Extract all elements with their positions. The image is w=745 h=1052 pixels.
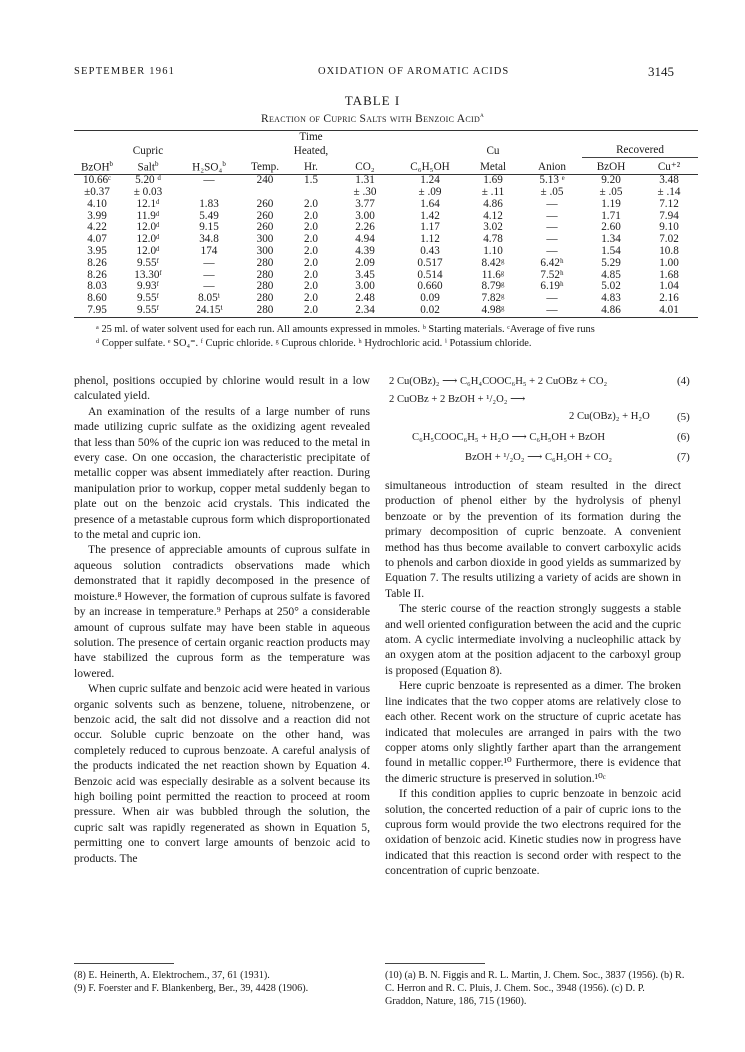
table-cell: — bbox=[546, 221, 558, 234]
footnote-rule bbox=[385, 963, 485, 964]
table-cell: 7.95 bbox=[74, 305, 120, 317]
table-cell: 280 bbox=[256, 292, 274, 305]
table-cell: 5.49 bbox=[199, 209, 219, 222]
table-cell: ± .05 bbox=[540, 186, 564, 199]
left-column bbox=[74, 373, 370, 866]
table-cell: 4.22 bbox=[87, 221, 107, 234]
table-cell: 2.0 bbox=[304, 268, 318, 281]
data-table bbox=[74, 130, 698, 318]
table-cell: 0.09 bbox=[420, 292, 440, 305]
table-cell: 2.0 bbox=[304, 292, 318, 305]
table-cell: 3.02 bbox=[483, 221, 503, 234]
table-cell: 7.82ᵍ bbox=[481, 292, 505, 305]
table-cell: 1.54 bbox=[601, 245, 621, 258]
table-cell: 9.20 bbox=[601, 174, 621, 187]
table-cell: — bbox=[546, 245, 558, 258]
table-cell: 9.93ᶠ bbox=[137, 280, 159, 293]
table-header bbox=[74, 131, 698, 175]
table-cell: 2.0 bbox=[304, 233, 318, 246]
table-cell: 4.10 bbox=[87, 197, 107, 210]
equation-number: (4) bbox=[677, 375, 690, 387]
header-cupric: Cupric bbox=[132, 144, 164, 157]
table-cell: 12.0ᵈ bbox=[136, 245, 160, 258]
paragraph: An examination of the results of a large number of runs made utilizing cupric sulfate as the oxidizing agent revealed that less than 50% of the cupric ion was reduced to the metal in every case. On one occasion, the characteristic precipitate of metallic copper was absent immediately after reaction. During manipulation prior to workup, copper metal suddenly began to plate out on the benzoic acid crystals. This indicated the presence of a metastable cuprous form which disproportionated to the metal and cupric ion. bbox=[74, 404, 370, 542]
running-header-date: SEPTEMBER 1961 bbox=[74, 66, 176, 77]
table-cell: 4.78 bbox=[483, 233, 503, 246]
header-col: Cu⁺² bbox=[640, 158, 698, 175]
equation-6: C₆H₅COOC₆H₅ + H₂O ⟶ C₆H₅OH + BzOH bbox=[412, 432, 606, 443]
table-row bbox=[74, 305, 698, 317]
table-cell: 8.03 bbox=[87, 280, 107, 293]
table-cell: 1.69 bbox=[483, 174, 503, 187]
table-cell: 1.19 bbox=[601, 197, 621, 210]
table-cell: 240 bbox=[256, 174, 274, 187]
table-cell: ± .14 bbox=[657, 186, 681, 199]
header-time: Time bbox=[288, 131, 334, 145]
table-cell: — bbox=[546, 209, 558, 222]
footnote: (9) F. Foerster and F. Blankenberg, Ber., 39, 4428 (1906). bbox=[74, 983, 309, 994]
table-cell: 3.48 bbox=[659, 174, 679, 187]
table-cell: 3.99 bbox=[87, 209, 107, 222]
table-cell: 8.42ᵍ bbox=[481, 256, 505, 269]
table-cell: 280 bbox=[256, 280, 274, 293]
table-cell: — bbox=[522, 305, 582, 317]
table-cell: 2.26 bbox=[355, 221, 375, 234]
header-col: Anion bbox=[522, 158, 582, 175]
table-cell: 9.55ᶠ bbox=[120, 305, 176, 317]
equation-5-line2: 2 Cu(OBz)₂ + H₂O bbox=[569, 411, 650, 422]
table-cell: 2.34 bbox=[334, 305, 396, 317]
table-cell: 1.34 bbox=[601, 233, 621, 246]
table-caption-mark: a bbox=[480, 111, 484, 119]
table-row bbox=[74, 199, 698, 211]
table-cell: ± .30 bbox=[353, 186, 377, 199]
table-cell: 1.68 bbox=[659, 268, 679, 281]
header-heated: Heated, bbox=[293, 144, 329, 157]
table-cell: 2.09 bbox=[355, 256, 375, 269]
table-cell: 5.20 ᵈ bbox=[135, 174, 161, 187]
table-cell: 1.71 bbox=[601, 209, 621, 222]
table-cell: 0.514 bbox=[417, 268, 443, 281]
table-cell: 1.31 bbox=[355, 174, 375, 187]
table-cell: 9.10 bbox=[659, 221, 679, 234]
table-cell: 3.00 bbox=[355, 209, 375, 222]
table-cell: 12.0ᵈ bbox=[136, 233, 160, 246]
table-cell: 7.02 bbox=[659, 233, 679, 246]
header-col: Salt$^b$ bbox=[120, 158, 176, 175]
header-col: H₂SO₄$^b$ bbox=[176, 158, 242, 175]
paragraph: The steric course of the reaction strongly suggests a stable and well oriented configuration between the acid and the cupric atom. A cyclic intermediate involving a nucleophilic attack by an oxygen atom at the position adjacent to the carboxyl group is proposed (Equation 8). bbox=[385, 602, 681, 677]
table-cell: 2.0 bbox=[304, 209, 318, 222]
table-cell: 4.86 bbox=[582, 305, 640, 317]
equation-number: (6) bbox=[677, 431, 690, 443]
table-cell: — bbox=[203, 174, 215, 187]
table-cell: 7.94 bbox=[659, 209, 679, 222]
footnotes-right bbox=[385, 969, 685, 1008]
paragraph: When cupric sulfate and benzoic acid were heated in various organic solvents such as benzene, toluene, nitrobenzene, or benzoic acid, the salt did not dissolve and a reaction did not occur. Soluble cupric benzoate on the other hand, was completely reduced to cuprous benzoate. A careful analysis of the products indicated the net reaction shown by Equation 4. Benzoic acid was especially desirable as a solvent because its high boiling point permitted the reaction to proceed at room pressure. When air was bubbled through the solution, the cupric salt was rapidly regenerated as shown in Equation 5, permitting one to convert large amounts of benzoic acid to products. The bbox=[74, 682, 370, 865]
table-cell: 10.8 bbox=[659, 245, 679, 258]
table-cell: — bbox=[546, 197, 558, 210]
paragraph: simultaneous introduction of steam resulted in the direct production of phenol either by the hydrolysis of phenyl benzoate or by the prevention of its formation during the primary decomposition of cupric benzoate. A convenient method has thus become available to convert carboxylic acids to phenols and carbon dioxide in good yields as summarized by Equation 7. The results utilizing a variety of acids are shown in Table II. bbox=[385, 479, 681, 600]
table-cell: 2.0 bbox=[304, 197, 318, 210]
table-cell: 300 bbox=[256, 245, 274, 258]
table-cell: 9.55ᶠ bbox=[137, 256, 159, 269]
table-cell: 5.13 ᵉ bbox=[539, 174, 565, 187]
header-col: Metal bbox=[464, 158, 522, 175]
table-cell: 260 bbox=[256, 197, 274, 210]
paragraph: If this condition applies to cupric benzoate in benzoic acid solution, the concerted reduction of a pair of cupric ions to the cuprous form would provide the two electrons required for the oxidation of benzoic acid. Kinetic studies now in progress have indicated that this reaction is second order with respect to the concentration of cupric benzoate. bbox=[385, 787, 681, 878]
table-cell: 10.66ᶜ bbox=[82, 174, 112, 187]
table-cell: 1.04 bbox=[659, 280, 679, 293]
table-cell: 4.98ᵍ bbox=[464, 305, 522, 317]
table-cell: 1.00 bbox=[659, 256, 679, 269]
table-cell: 9.55ᶠ bbox=[137, 292, 159, 305]
table-cell: — bbox=[546, 233, 558, 246]
table-cell: 34.8 bbox=[199, 233, 219, 246]
header-col: Temp. bbox=[242, 158, 288, 175]
table-cell: 1.10 bbox=[483, 245, 503, 258]
table-caption bbox=[0, 111, 745, 125]
table-cell: 1.64 bbox=[420, 197, 440, 210]
table-cell: 2.0 bbox=[304, 221, 318, 234]
equation-7: BzOH + ¹/₂O₂ ⟶ C₆H₅OH + CO₂ bbox=[465, 452, 613, 463]
table-cell: 1.42 bbox=[420, 209, 440, 222]
footnotes-left bbox=[74, 969, 374, 995]
table-cell: 1.12 bbox=[420, 233, 440, 246]
table-cell: 6.42ʰ bbox=[540, 256, 564, 269]
table-cell: 4.01 bbox=[640, 305, 698, 317]
table-cell: 6.19ʰ bbox=[540, 280, 564, 293]
table-cell: 12.1ᵈ bbox=[136, 197, 160, 210]
equation-4: 2 Cu(OBz)₂ ⟶ C₆H₄COOC₆H₅ + 2 CuOBz + CO₂ bbox=[389, 376, 608, 387]
table-row bbox=[74, 258, 698, 270]
header-col: BzOH bbox=[582, 158, 640, 175]
table-cell: 4.85 bbox=[601, 268, 621, 281]
table-cell: — bbox=[203, 256, 215, 269]
equation-5-line1: 2 CuOBz + 2 BzOH + ¹/₂O₂ ⟶ bbox=[389, 394, 526, 405]
header-recovered: Recovered bbox=[582, 144, 698, 158]
table-cell: 8.60 bbox=[87, 292, 107, 305]
table-footnote-line: ᵈ Copper sulfate. ᵉ SO₄⁼. ᶠ Cupric chloride. ᵍ Cuprous chloride. ʰ Hydrochloric acid. ⁱ Potassium chloride. bbox=[96, 338, 532, 349]
table-cell: 2.16 bbox=[659, 292, 679, 305]
table-body bbox=[74, 175, 698, 318]
table-cell: 13.30ᶠ bbox=[134, 268, 162, 281]
table-cell: 0.660 bbox=[417, 280, 443, 293]
paragraph: phenol, positions occupied by chlorine would result in a low calculated yield. bbox=[74, 374, 370, 403]
table-cell: 5.02 bbox=[601, 280, 621, 293]
header-columns-row bbox=[74, 158, 698, 175]
table-cell: 0.43 bbox=[420, 245, 440, 258]
paragraph: Here cupric benzoate is represented as a dimer. The broken line indicates that the two copper atoms are relatively close to each other. Recent work on the structure of cupric acetate has indicated that molecules are arranged in pairs with the two copper atoms only slightly farther apart than the arrangement found in metallic copper.¹⁰ Furthermore, there is evidence that the dimeric structure is preserved in solution.¹⁰ᶜ bbox=[385, 679, 681, 785]
table-cell: 11.9ᵈ bbox=[136, 209, 160, 222]
table-cell: 174 bbox=[200, 245, 218, 258]
footnote: (10) (a) B. N. Figgis and R. L. Martin, J. Chem. Soc., 3837 (1956). (b) R. C. Herron and R. C. Pluis, J. Chem. Soc., 3948 (1956). (c) D. P. Graddon, Nature, 186, 715 (1960). bbox=[385, 970, 685, 1007]
table-cell: 24.15ⁱ bbox=[176, 305, 242, 317]
table-cell: ± .05 bbox=[599, 186, 623, 199]
right-column bbox=[385, 478, 681, 879]
table-cell: 4.86 bbox=[483, 197, 503, 210]
footnote-rule bbox=[74, 963, 174, 964]
table-cell: 2.0 bbox=[304, 280, 318, 293]
table-cell: 1.83 bbox=[199, 197, 219, 210]
table-cell: 1.5 bbox=[304, 174, 318, 187]
table-cell: 12.0ᵈ bbox=[136, 221, 160, 234]
table-cell: 8.79ᵍ bbox=[481, 280, 505, 293]
table-cell: 11.6ᵍ bbox=[481, 268, 505, 281]
table-cell: 300 bbox=[256, 233, 274, 246]
table-footnotes bbox=[96, 323, 696, 351]
table-cell: 9.15 bbox=[199, 221, 219, 234]
table-cell: 8.26 bbox=[87, 268, 107, 281]
header-cu: Cu bbox=[486, 144, 500, 157]
table-cell: 0.02 bbox=[396, 305, 464, 317]
header-col: CO₂ bbox=[334, 158, 396, 175]
table-caption-text: Reaction of Cupric Salts with Benzoic Acid bbox=[261, 112, 481, 125]
table-cell: — bbox=[203, 268, 215, 281]
table-cell: 1.24 bbox=[420, 174, 440, 187]
table-cell: 4.94 bbox=[355, 233, 375, 246]
table-cell: 4.39 bbox=[355, 245, 375, 258]
table-cell: 3.00 bbox=[355, 280, 375, 293]
table-cell: 8.05ⁱ bbox=[198, 292, 220, 305]
paragraph: The presence of appreciable amounts of cuprous sulfate in aqueous solution contradicts observations made which demonstrated that it rapidly decomposed in the presence of moisture.⁸ However, the formation of cuprous sulfate is favored by an increase in temperature.⁹ Perhaps at 250° a considerable amount of cuprous sulfate may have been stable in aqueous solution. The presence of certain organic reaction products may have stabilized the cuprous form as the temperature was lowered. bbox=[74, 543, 370, 680]
header-col: BzOH$^b$ bbox=[74, 158, 120, 175]
table-cell: ± 0.03 bbox=[133, 186, 163, 199]
table-cell: 4.12 bbox=[483, 209, 503, 222]
table-cell: 4.83 bbox=[601, 292, 621, 305]
table-cell: 280 bbox=[256, 268, 274, 281]
table-cell: 3.77 bbox=[355, 197, 375, 210]
table-cell: 280 bbox=[242, 305, 288, 317]
table-cell: 0.517 bbox=[417, 256, 443, 269]
table-cell: ± .11 bbox=[481, 186, 505, 199]
table-cell: — bbox=[546, 292, 558, 305]
table-cell: 280 bbox=[256, 256, 274, 269]
table-cell: 2.60 bbox=[601, 221, 621, 234]
equation-number: (7) bbox=[677, 451, 690, 463]
footnote: (8) E. Heinerth, A. Elektrochem., 37, 61 (1931). bbox=[74, 970, 270, 981]
table-cell: 2.0 bbox=[304, 245, 318, 258]
header-col: C₆H₅OH bbox=[396, 158, 464, 175]
header-col: Hr. bbox=[288, 158, 334, 175]
table-title: TABLE I bbox=[344, 93, 401, 108]
table-cell: 2.0 bbox=[288, 305, 334, 317]
page-number: 3145 bbox=[648, 64, 674, 79]
table-cell: ± .09 bbox=[418, 186, 442, 199]
running-header-title: OXIDATION OF AROMATIC ACIDS bbox=[318, 66, 510, 77]
table-cell: 7.12 bbox=[659, 197, 679, 210]
table-cell: 260 bbox=[256, 221, 274, 234]
table-cell: 260 bbox=[256, 209, 274, 222]
table-footnote-line: ᵃ 25 ml. of water solvent used for each run. All amounts expressed in mmoles. ᵇ Starting materials. ᶜAverage of five runs bbox=[96, 324, 595, 335]
table-cell: 2.48 bbox=[355, 292, 375, 305]
table-cell: ±0.37 bbox=[84, 186, 110, 199]
table-cell: 5.29 bbox=[601, 256, 621, 269]
table-cell: 2.0 bbox=[304, 256, 318, 269]
equation-number: (5) bbox=[677, 411, 690, 423]
table-cell: 3.45 bbox=[355, 268, 375, 281]
table-cell: 4.07 bbox=[87, 233, 107, 246]
table-cell: 8.26 bbox=[87, 256, 107, 269]
table-cell: 7.52ʰ bbox=[540, 268, 564, 281]
table-cell: — bbox=[203, 280, 215, 293]
table-cell: 1.17 bbox=[420, 221, 440, 234]
table-cell: 3.95 bbox=[87, 245, 107, 258]
